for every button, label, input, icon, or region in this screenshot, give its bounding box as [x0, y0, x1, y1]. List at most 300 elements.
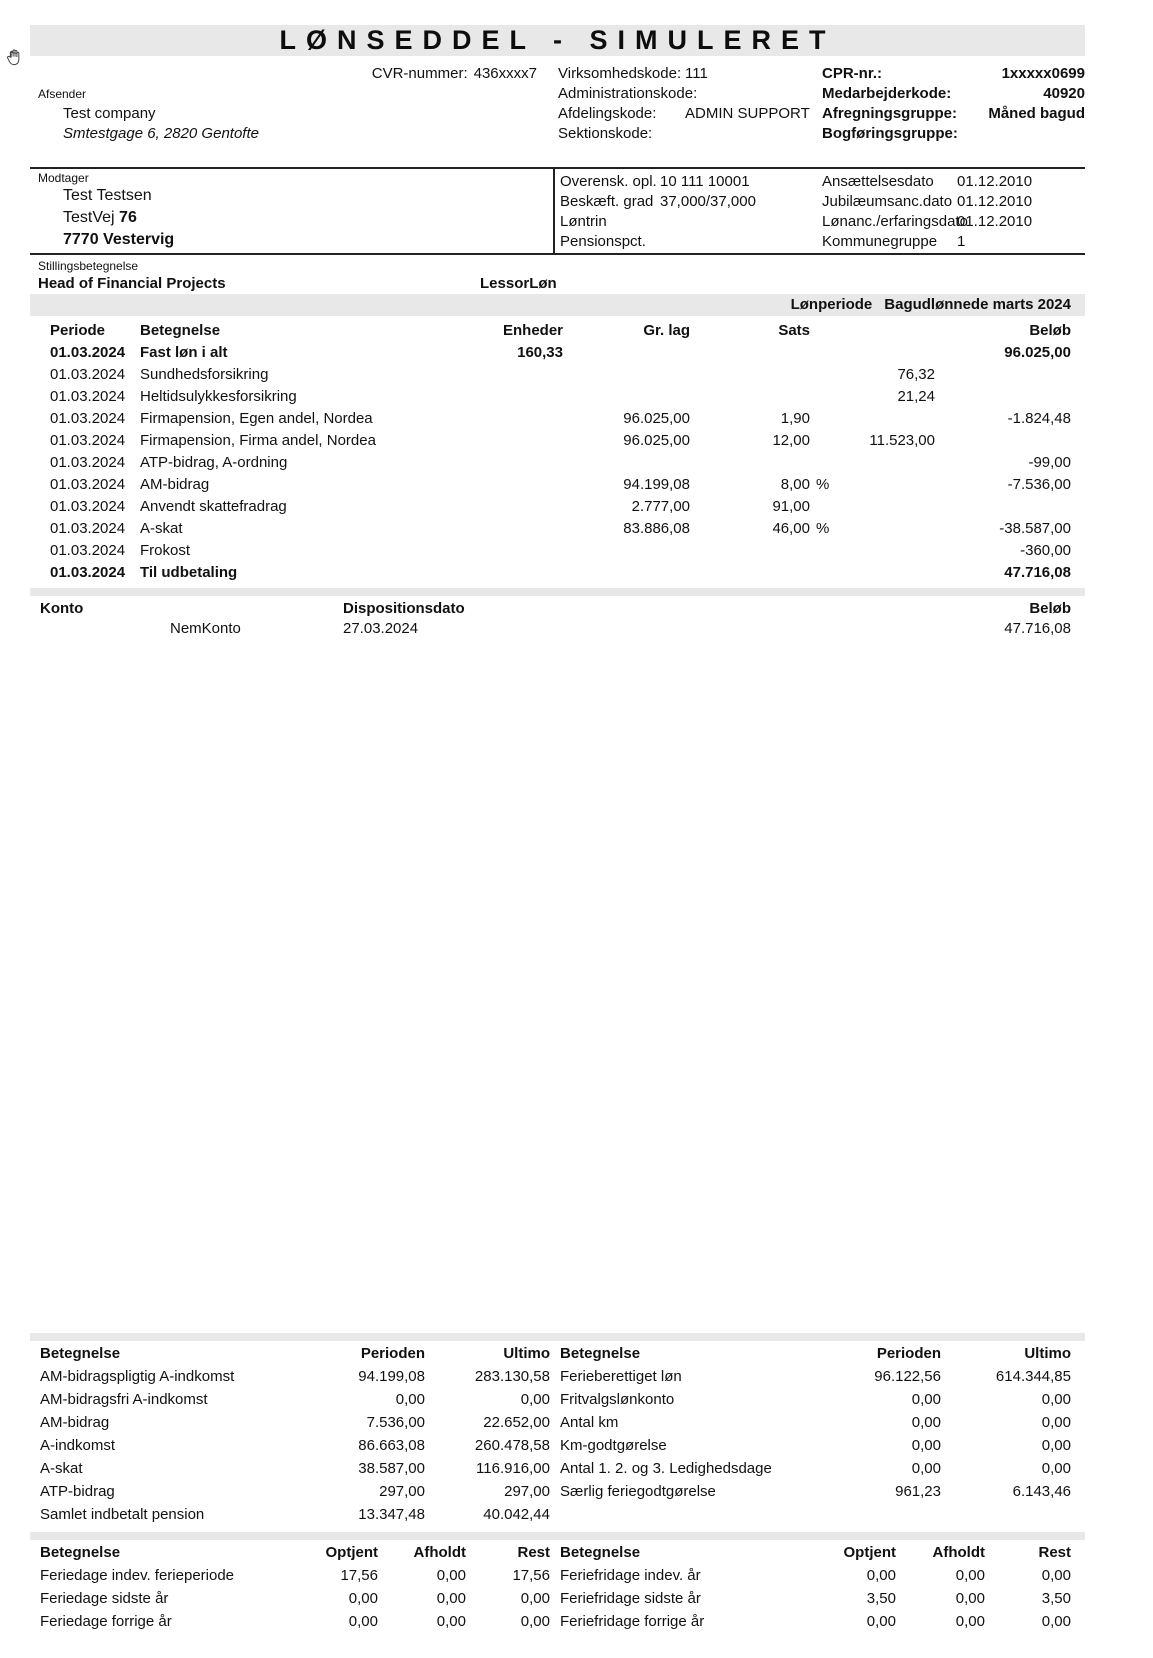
ytd-perioden: 7.536,00: [366, 1414, 425, 1431]
vac-header-afholdt: Afholdt: [413, 1544, 466, 1561]
salary-belob: [935, 364, 1071, 386]
employment-value: [660, 212, 822, 232]
salary-sats: 12,00: [772, 432, 810, 449]
employment-value: [660, 232, 822, 252]
vacation-row: [40, 1587, 560, 1610]
employee-value: 1xxxxx0699: [1001, 65, 1085, 82]
salary-enheder: [433, 496, 563, 518]
ytd-row: [560, 1388, 1071, 1411]
sender-column: [30, 64, 558, 144]
salary-pct: [810, 430, 835, 452]
payroll-system-name: LessorLøn: [480, 275, 557, 292]
salary-grlag: [563, 342, 690, 364]
ytd-row: [40, 1434, 560, 1457]
ytd-header-row: [30, 1341, 1085, 1365]
employment-label: Løntrin: [560, 213, 607, 230]
salary-enheder: [433, 540, 563, 562]
ytd-right-header-row: [560, 1341, 1071, 1365]
employee-value: 40920: [1043, 85, 1085, 102]
ytd-label: AM-bidragsfri A-indkomst: [40, 1391, 208, 1408]
code-row: [558, 64, 822, 84]
header-betegnelse: Betegnelse: [140, 322, 221, 339]
recipient-street: [30, 207, 553, 229]
salary-enheder: [433, 562, 563, 584]
ytd-label: AM-bidragspligtig A-indkomst: [40, 1368, 235, 1385]
salary-text: Firmapension, Egen andel, Nordea: [140, 410, 373, 427]
salary-row: [30, 342, 1085, 364]
date-label: Ansættelsesdato: [822, 173, 934, 190]
salary-text: Firmapension, Firma andel, Nordea: [140, 432, 376, 449]
vacation-rest: 0,00: [520, 1590, 550, 1607]
salary-date: 01.03.2024: [50, 520, 126, 537]
salary-belob: 96.025,00: [1004, 344, 1071, 361]
divider-band-bottom: [30, 1333, 1085, 1341]
ytd-perioden: 297,00: [379, 1483, 425, 1500]
vacation-label: Feriedage sidste år: [40, 1590, 169, 1607]
salary-pct: [810, 562, 835, 584]
vacation-right-rows: [560, 1564, 1085, 1633]
salary-ekstra: [835, 452, 935, 474]
salary-row: [30, 452, 1085, 474]
code-label: Administrationskode:: [558, 85, 698, 102]
salary-date: 01.03.2024: [50, 498, 126, 515]
employment-row: [560, 232, 822, 252]
ytd-label: A-indkomst: [40, 1437, 116, 1454]
vac-header-betegnelse-r: Betegnelse: [560, 1544, 641, 1561]
employee-column: [822, 64, 1085, 144]
salary-grlag: 2.777,00: [631, 498, 690, 515]
title-band: [30, 25, 1085, 56]
salary-row: [30, 562, 1085, 584]
ytd-left-header: [30, 1341, 560, 1365]
konto-rows: [30, 618, 1085, 639]
ytd-label: Km-godtgørelse: [560, 1437, 667, 1454]
vacation-label: Feriedage forrige år: [40, 1613, 172, 1630]
salary-date: 01.03.2024: [50, 388, 126, 405]
ytd-header-perioden-r: Perioden: [876, 1345, 941, 1362]
employee-row: [822, 64, 1085, 84]
salary-pct: [810, 540, 835, 562]
konto-belob: 47.716,08: [1004, 620, 1071, 637]
salary-pct: %: [816, 520, 830, 537]
ytd-ultimo: 6.143,46: [1012, 1483, 1071, 1500]
date-value: 1: [957, 233, 966, 250]
ytd-row: [40, 1388, 560, 1411]
salary-row: [30, 518, 1085, 540]
ytd-header-perioden: Perioden: [360, 1345, 425, 1362]
ytd-row: [560, 1434, 1071, 1457]
salary-date: 01.03.2024: [50, 454, 126, 471]
konto-row: [30, 618, 1085, 639]
salary-table-header: [30, 316, 1085, 342]
vacation-row: [560, 1564, 1071, 1587]
salary-grlag: [563, 364, 690, 386]
ytd-label: Samlet indbetalt pension: [40, 1506, 205, 1523]
salary-enheder: [433, 430, 563, 452]
payslip-content: [30, 0, 1085, 1633]
salary-text: Til udbetaling: [140, 564, 238, 581]
ytd-ultimo: 0,00: [1041, 1437, 1071, 1454]
vacation-left-header-row: [40, 1540, 560, 1564]
salary-belob: [935, 386, 1071, 408]
vacation-optjent: 3,50: [866, 1590, 896, 1607]
employment-row: [560, 172, 822, 192]
cvr-line: [30, 64, 558, 84]
ytd-ultimo: 260.478,58: [474, 1437, 550, 1454]
salary-sats: 91,00: [772, 498, 810, 515]
salary-grlag: [563, 452, 690, 474]
salary-ekstra: 21,24: [897, 388, 935, 405]
ytd-ultimo: 0,00: [1041, 1414, 1071, 1431]
employment-label: Beskæft. grad: [560, 193, 654, 210]
ytd-right-header: [560, 1341, 1085, 1365]
divider-band-vacation: [30, 1532, 1085, 1540]
salary-pct: [810, 452, 835, 474]
vacation-label: Feriefridage sidste år: [560, 1590, 701, 1607]
ytd-row: [40, 1457, 560, 1480]
codes-column: [558, 64, 822, 144]
date-row: [822, 192, 1085, 212]
ytd-label: Antal km: [560, 1414, 619, 1431]
vacation-rest: 0,00: [1041, 1613, 1071, 1630]
salary-sats: [690, 364, 810, 386]
salary-row: [30, 474, 1085, 496]
salary-sats: [690, 342, 810, 364]
salary-belob: -99,00: [1028, 454, 1071, 471]
vacation-tables: [30, 1564, 1085, 1633]
date-value: 01.12.2010: [957, 173, 1033, 190]
vacation-rest: 0,00: [1041, 1567, 1071, 1584]
vacation-row: [560, 1587, 1071, 1610]
salary-date: 01.03.2024: [50, 476, 126, 493]
recipient-name: Test Testsen: [63, 187, 152, 204]
date-value: 01.12.2010: [957, 213, 1033, 230]
ytd-header-ultimo: Ultimo: [503, 1345, 550, 1362]
ytd-header-ultimo-r: Ultimo: [1024, 1345, 1071, 1362]
recipient-section: [30, 167, 1085, 255]
konto-date: 27.03.2024: [343, 620, 419, 637]
salary-text: AM-bidrag: [140, 476, 210, 493]
salary-sats: 8,00: [780, 476, 810, 493]
vac-header-rest-r: Rest: [1038, 1544, 1071, 1561]
ytd-row: [560, 1411, 1071, 1434]
salary-text: Heltidsulykkesforsikring: [140, 388, 297, 405]
ytd-label: ATP-bidrag: [40, 1483, 115, 1500]
vacation-optjent: 0,00: [348, 1613, 378, 1630]
period-value: Bagudlønnede marts 2024: [884, 296, 1071, 313]
salary-date: 01.03.2024: [50, 564, 126, 581]
salary-row: [30, 496, 1085, 518]
salary-rows: [30, 342, 1085, 584]
salary-grlag: 94.199,08: [623, 476, 690, 493]
ytd-perioden: 0,00: [911, 1437, 941, 1454]
salary-text: A-skat: [140, 520, 183, 537]
header-grlag: Gr. lag: [643, 322, 690, 339]
konto-name: NemKonto: [170, 620, 241, 637]
vacation-afholdt: 0,00: [436, 1590, 466, 1607]
blank-area: [30, 639, 1085, 1329]
header-belob: Beløb: [1029, 322, 1071, 339]
employee-label: CPR-nr.:: [822, 65, 882, 82]
salary-ekstra: [835, 474, 935, 496]
employment-value: 10 111 10001: [660, 173, 750, 190]
salary-ekstra: [835, 496, 935, 518]
ytd-row: [40, 1503, 560, 1526]
salary-enheder: [433, 474, 563, 496]
ytd-ultimo: 22.652,00: [483, 1414, 550, 1431]
salary-sats: 1,90: [780, 410, 810, 427]
salary-date: 01.03.2024: [50, 344, 126, 361]
vacation-afholdt: 0,00: [436, 1567, 466, 1584]
salary-text: ATP-bidrag, A-ordning: [140, 454, 288, 471]
vacation-label: Feriefridage forrige år: [560, 1613, 705, 1630]
ytd-left-rows: [30, 1365, 560, 1526]
pan-hand-icon: [4, 48, 24, 68]
date-label: Jubilæumsanc.dato: [822, 193, 953, 210]
salary-table: [30, 316, 1085, 584]
code-value: 111: [685, 65, 708, 82]
cvr-label: CVR-nummer:: [371, 65, 468, 82]
employee-label: Medarbejderkode:: [822, 85, 952, 102]
vacation-optjent: 0,00: [866, 1613, 896, 1630]
employment-value: 37,000/37,000: [660, 193, 756, 210]
ytd-label: Antal 1. 2. og 3. Ledighedsdage: [560, 1460, 772, 1477]
salary-belob: -38.587,00: [999, 520, 1071, 537]
salary-enheder: [433, 518, 563, 540]
salary-ekstra: 76,32: [897, 366, 935, 383]
header-enheder: Enheder: [502, 322, 563, 339]
date-row: [822, 212, 1085, 232]
salary-sats: [690, 386, 810, 408]
code-label: Virksomhedskode:: [558, 65, 682, 82]
salary-text: Anvendt skattefradrag: [140, 498, 287, 515]
vacation-rest: 3,50: [1041, 1590, 1071, 1607]
salary-row: [30, 364, 1085, 386]
salary-grlag: [563, 386, 690, 408]
vacation-row: [40, 1610, 560, 1633]
salary-text: Fast løn i alt: [140, 344, 228, 361]
salary-date: 01.03.2024: [50, 410, 126, 427]
code-value: [685, 124, 822, 144]
date-value: 01.12.2010: [957, 193, 1033, 210]
ytd-row: [560, 1365, 1071, 1388]
ytd-row: [560, 1457, 1071, 1480]
ytd-label: A-skat: [40, 1460, 83, 1477]
ytd-perioden: 38.587,00: [358, 1460, 425, 1477]
employee-row: [822, 84, 1085, 104]
ytd-ultimo: 40.042,44: [483, 1506, 550, 1523]
salary-row: [30, 540, 1085, 562]
salary-pct: [810, 342, 835, 364]
vacation-left-header: [30, 1540, 560, 1564]
code-row: [558, 124, 822, 144]
vacation-row: [40, 1564, 560, 1587]
vacation-label: Feriedage indev. ferieperiode: [40, 1567, 235, 1584]
ytd-ultimo: 283.130,58: [474, 1368, 550, 1385]
vacation-optjent: 0,00: [348, 1590, 378, 1607]
recipient-city: 7770 Vestervig: [63, 231, 175, 248]
ytd-row: [40, 1480, 560, 1503]
date-row: [822, 172, 1085, 192]
vacation-optjent: 17,56: [340, 1567, 378, 1584]
salary-text: Frokost: [140, 542, 191, 559]
job-title: Head of Financial Projects: [38, 275, 226, 292]
vacation-afholdt: 0,00: [955, 1567, 985, 1584]
vacation-rest: 0,00: [520, 1613, 550, 1630]
salary-sats: 46,00: [772, 520, 810, 537]
code-value: ADMIN SUPPORT: [685, 105, 810, 122]
salary-row: [30, 386, 1085, 408]
ytd-label: AM-bidrag: [40, 1414, 110, 1431]
ytd-perioden: 94.199,08: [358, 1368, 425, 1385]
salary-sats: [690, 540, 810, 562]
ytd-tables: [30, 1365, 1085, 1526]
salary-pct: [810, 408, 835, 430]
employee-value: [972, 124, 1085, 144]
ytd-ultimo: 614.344,85: [995, 1368, 1071, 1385]
salary-belob: -7.536,00: [1007, 476, 1071, 493]
header-sats: Sats: [778, 322, 810, 339]
salary-ekstra: [835, 540, 935, 562]
salary-date: 01.03.2024: [50, 366, 126, 383]
vacation-rest: 17,56: [512, 1567, 550, 1584]
salary-date: 01.03.2024: [50, 542, 126, 559]
street-number: 76: [119, 209, 137, 226]
divider-band: [30, 588, 1085, 596]
ytd-ultimo: 0,00: [1041, 1391, 1071, 1408]
street-name: TestVej: [63, 209, 115, 226]
header-konto-belob: Beløb: [1029, 600, 1071, 617]
vac-header-optjent: Optjent: [325, 1544, 378, 1561]
code-label: Sektionskode:: [558, 125, 653, 142]
ytd-ultimo: 0,00: [520, 1391, 550, 1408]
salary-grlag: 96.025,00: [623, 432, 690, 449]
date-row: [822, 232, 1085, 252]
ytd-perioden: 0,00: [911, 1460, 941, 1477]
ytd-ultimo: 0,00: [1041, 1460, 1071, 1477]
salary-text: Sundhedsforsikring: [140, 366, 269, 383]
modtager-label: Modtager: [38, 171, 89, 185]
code-row: [558, 104, 822, 124]
recipient-address-block: [30, 169, 553, 253]
salary-belob: [935, 496, 1071, 518]
salary-pct: %: [816, 476, 830, 493]
vac-header-betegnelse: Betegnelse: [40, 1544, 121, 1561]
employment-block: [553, 169, 822, 253]
vacation-afholdt: 0,00: [955, 1590, 985, 1607]
ytd-label: Særlig feriegodtgørelse: [560, 1483, 716, 1500]
employee-label: Bogføringsgruppe:: [822, 125, 958, 142]
code-row: [558, 84, 822, 104]
cvr-value: 436xxxx7: [473, 65, 537, 82]
vacation-afholdt: 0,00: [436, 1613, 466, 1630]
salary-ekstra: 11.523,00: [869, 432, 935, 449]
period-label: Lønperiode: [790, 296, 873, 313]
salary-pct: [810, 496, 835, 518]
ytd-perioden: 13.347,48: [358, 1506, 425, 1523]
salary-enheder: [433, 386, 563, 408]
salary-date: 01.03.2024: [50, 432, 126, 449]
ytd-right-rows: [560, 1365, 1085, 1526]
date-label: Kommunegruppe: [822, 233, 938, 250]
salary-enheder: 160,33: [517, 344, 563, 361]
header-dispositionsdato: Dispositionsdato: [343, 600, 465, 617]
position-row: [30, 274, 1085, 294]
vacation-left-rows: [30, 1564, 560, 1633]
salary-grlag: 83.886,08: [623, 520, 690, 537]
stillingsbetegnelse-label: Stillingsbetegnelse: [38, 259, 139, 273]
salary-sats: [690, 452, 810, 474]
employment-label: Pensionspct.: [560, 233, 646, 250]
employee-row: [822, 124, 1085, 144]
ytd-ultimo: 297,00: [504, 1483, 550, 1500]
vacation-optjent: 0,00: [866, 1567, 896, 1584]
vacation-row: [560, 1610, 1071, 1633]
ytd-row: [40, 1411, 560, 1434]
employment-row: [560, 212, 822, 232]
konto-table: [30, 598, 1085, 639]
salary-ekstra: [835, 518, 935, 540]
ytd-header-betegnelse-r: Betegnelse: [560, 1345, 641, 1362]
ytd-ultimo: 116.916,00: [476, 1460, 550, 1477]
salary-sats: [690, 562, 810, 584]
salary-ekstra: [835, 408, 935, 430]
employment-label: Overensk. opl.: [560, 173, 657, 190]
employee-value: Måned bagud: [988, 105, 1085, 122]
page-title: LØNSEDDEL - SIMULERET: [279, 25, 836, 55]
ytd-perioden: 0,00: [395, 1391, 425, 1408]
vac-header-optjent-r: Optjent: [843, 1544, 896, 1561]
ytd-left-header-row: [40, 1341, 560, 1365]
salary-enheder: [433, 364, 563, 386]
salary-belob: -1.824,48: [1007, 410, 1071, 427]
salary-belob: -360,00: [1020, 542, 1071, 559]
salary-row: [30, 430, 1085, 452]
code-value: [685, 84, 822, 104]
ytd-label: Ferieberettiget løn: [560, 1368, 682, 1385]
ytd-perioden: 86.663,08: [358, 1437, 425, 1454]
afsender-label: Afsender: [38, 87, 87, 101]
salary-enheder: [433, 408, 563, 430]
ytd-perioden: 96.122,56: [874, 1368, 941, 1385]
employee-label: Afregningsgruppe:: [822, 105, 957, 122]
salary-row: [30, 408, 1085, 430]
vacation-afholdt: 0,00: [955, 1613, 985, 1630]
salary-pct: [810, 386, 835, 408]
vacation-label: Feriefridage indev. år: [560, 1567, 701, 1584]
konto-table-header: [30, 598, 1085, 618]
ytd-perioden: 0,00: [911, 1414, 941, 1431]
salary-ekstra: [835, 342, 935, 364]
employee-row: [822, 104, 1085, 124]
header-konto: Konto: [40, 600, 84, 617]
vacation-header-row: [30, 1540, 1085, 1564]
vac-header-afholdt-r: Afholdt: [932, 1544, 985, 1561]
salary-pct: [810, 364, 835, 386]
code-label: Afdelingskode:: [558, 105, 657, 122]
company-address: Smtestgage 6, 2820 Gentofte: [63, 125, 259, 142]
ytd-perioden: 961,23: [895, 1483, 941, 1500]
pay-period-band: [30, 294, 1085, 316]
header-periode: Periode: [50, 322, 106, 339]
vac-header-rest: Rest: [517, 1544, 550, 1561]
vacation-right-header-row: [560, 1540, 1071, 1564]
date-label: Lønanc./erfaringsdato: [822, 213, 968, 230]
salary-belob: [935, 430, 1071, 452]
header-section: [30, 64, 1085, 144]
salary-grlag: 96.025,00: [623, 410, 690, 427]
salary-grlag: [563, 540, 690, 562]
